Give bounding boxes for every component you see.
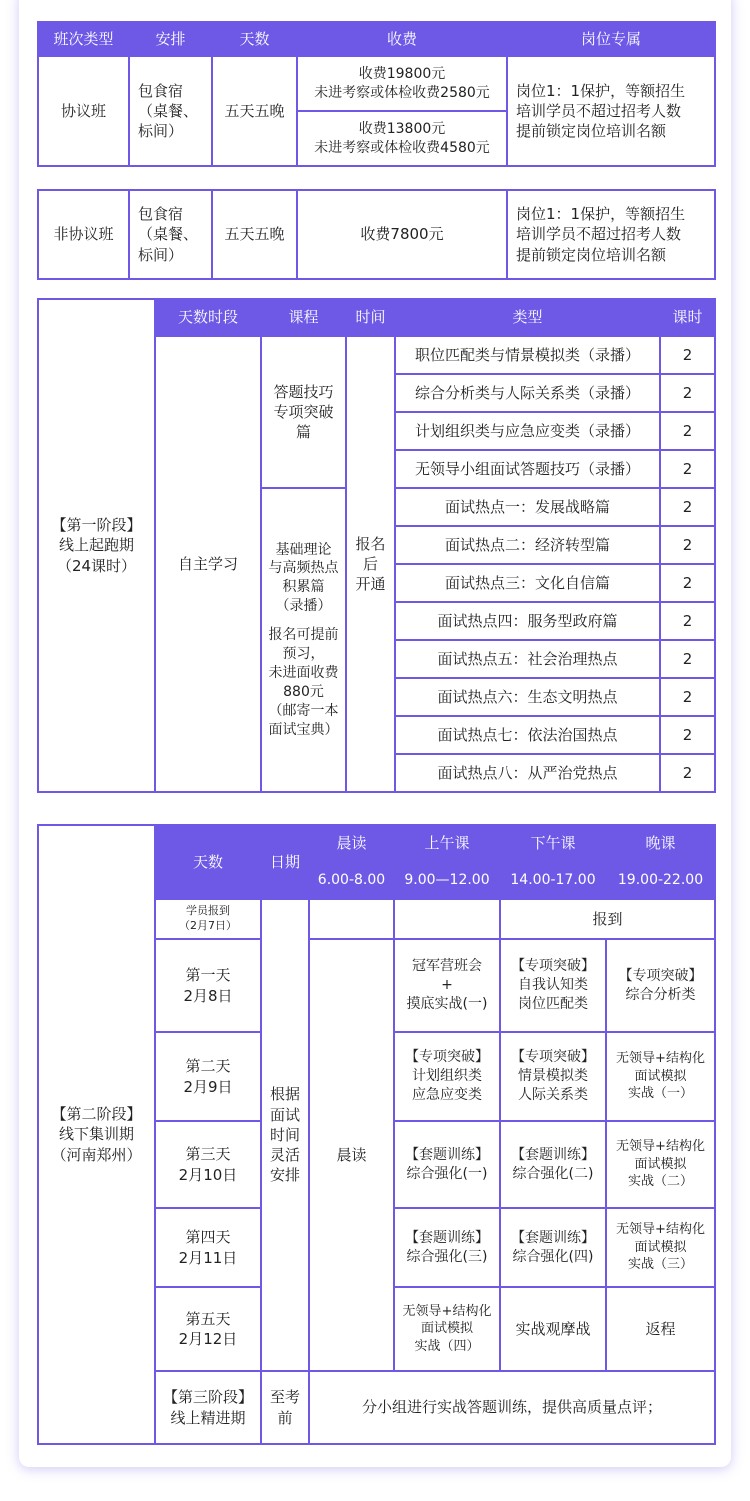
arrangement-line: （桌餐、	[138, 225, 199, 244]
course-note-line: 未进面收费	[268, 664, 339, 681]
morning-class-cell	[394, 1287, 500, 1371]
course-hours-row: 2	[660, 716, 715, 754]
time-line: 报名	[355, 534, 386, 553]
date-note-line: 灵活	[269, 1146, 300, 1165]
class-line: 面试模拟	[420, 1321, 473, 1337]
evening-class-cell	[606, 1121, 715, 1208]
day-line: 第四天	[185, 1228, 231, 1247]
class-line: 【专项突破】	[405, 1049, 489, 1066]
time-afternoon-class: 14.00-17.00	[500, 862, 606, 899]
morning-class-cell	[394, 1208, 500, 1287]
course-line: 答题技巧	[273, 382, 334, 401]
class-type-non-agreement: 非协议班	[38, 190, 129, 279]
course-hours-row: 2	[660, 564, 715, 602]
stage-three-label	[155, 1371, 261, 1444]
course-type-row: 职位匹配类与情景模拟类（录播）	[395, 336, 660, 374]
morning-class-cell	[394, 1121, 500, 1208]
course-type-row: 综合分析类与人际关系类（录播）	[395, 374, 660, 412]
stage-line: 【第一阶段】	[51, 516, 142, 535]
day-line: 第五天	[185, 1309, 231, 1328]
fee-line: 未进考察或体检收费2580元	[314, 84, 490, 101]
class-line: 面试模拟	[634, 1068, 687, 1084]
header-date: 日期	[261, 825, 309, 899]
course-hours-row: 2	[660, 336, 715, 374]
non-agreement-class-table	[37, 189, 716, 280]
course-type-row: 面试热点八：从严治党热点	[395, 754, 660, 792]
registration-cell: 报到	[500, 899, 715, 939]
course-hours-row: 2	[660, 526, 715, 564]
arrangement-cell	[129, 56, 212, 166]
class-line: 综合强化(三)	[406, 1248, 488, 1265]
exclusive-line: 提前锁定岗位培训名额	[516, 122, 667, 141]
fee-option-b	[297, 111, 507, 166]
course-hours-row: 2	[660, 450, 715, 488]
class-line: 综合强化(四)	[512, 1248, 594, 1265]
fee-line: 收费13800元	[358, 120, 446, 137]
time-evening-class: 19.00-22.00	[606, 862, 715, 899]
agreement-class-table	[37, 21, 716, 167]
course-hours-row: 2	[660, 754, 715, 792]
course-line: 基础理论	[275, 541, 332, 558]
header-morning-class: 上午课	[394, 825, 500, 862]
course-hours-row: 2	[660, 488, 715, 526]
afternoon-class-cell: 实战观摩战	[500, 1287, 606, 1371]
arrangement-line: 标间）	[138, 122, 184, 141]
course-hours-row: 2	[660, 602, 715, 640]
class-type-agreement: 协议班	[38, 56, 129, 166]
evening-class-cell	[606, 939, 715, 1032]
evening-class-cell: 返程	[606, 1287, 715, 1371]
course-line: 篇	[295, 423, 311, 442]
morning-class-cell	[394, 939, 500, 1032]
header-type: 类型	[395, 299, 660, 336]
course-line: （录播）	[275, 598, 332, 615]
course-type-row: 无领导小组面试答题技巧（录播）	[395, 450, 660, 488]
time-morning-read: 6.00-8.00	[309, 862, 394, 899]
arrangement-cell	[129, 190, 212, 279]
class-line: 实战（一）	[627, 1086, 693, 1102]
day-line: 2月10日	[178, 1165, 238, 1184]
day-cell	[155, 1287, 261, 1371]
day-line: 第二天	[185, 1057, 231, 1076]
class-line: 实战（二）	[627, 1174, 693, 1190]
course-note-line: 880元	[283, 683, 324, 700]
afternoon-class-cell	[500, 1032, 606, 1121]
course-type-row: 计划组织类与应急应变类（录播）	[395, 412, 660, 450]
header-class-type: 班次类型	[38, 22, 129, 56]
open-time-cell	[346, 336, 395, 792]
fee-line: 未进考察或体检收费4580元	[314, 139, 490, 156]
day-line: 2月11日	[178, 1248, 238, 1267]
day-line: 2月9日	[183, 1077, 233, 1096]
registration-day-cell	[155, 899, 261, 939]
stage-one-label	[38, 299, 155, 792]
afternoon-class-cell	[500, 1208, 606, 1287]
stage-line: 【第三阶段】	[162, 1388, 253, 1407]
days-cell: 五天五晚	[212, 190, 297, 279]
class-line: 无领导+结构化	[616, 1222, 705, 1238]
date-note-cell	[261, 899, 309, 1371]
empty-cell	[394, 899, 500, 939]
class-line: 面试模拟	[634, 1156, 687, 1172]
class-line: 摸底实战(一)	[406, 995, 488, 1012]
class-line: 【专项突破】	[511, 1049, 595, 1066]
afternoon-class-cell	[500, 939, 606, 1032]
class-line: 人际关系类	[518, 1086, 588, 1103]
class-line: 实战（四）	[414, 1338, 480, 1354]
evening-class-cell	[606, 1032, 715, 1121]
days-cell: 五天五晚	[212, 56, 297, 166]
time-line: 开通	[355, 575, 386, 594]
course-type-row: 面试热点六：生态文明热点	[395, 678, 660, 716]
day-cell	[155, 1032, 261, 1121]
course-type-row: 面试热点二：经济转型篇	[395, 526, 660, 564]
fee-cell: 收费7800元	[297, 190, 507, 279]
fee-line: 收费19800元	[358, 65, 446, 82]
stage-line: 线上精进期	[170, 1408, 246, 1427]
course-note-line: 报名可提前	[268, 627, 339, 644]
class-line: 计划组织类	[412, 1068, 482, 1085]
class-line: 冠军营班会	[412, 958, 482, 975]
arrangement-line: （桌餐、	[138, 101, 199, 120]
stage-line: 线上起跑期	[58, 536, 134, 555]
self-study-cell: 自主学习	[155, 336, 261, 792]
date-note-line: 安排	[269, 1166, 300, 1185]
morning-class-cell	[394, 1032, 500, 1121]
day-cell	[155, 1121, 261, 1208]
header-period: 天数时段	[155, 299, 261, 336]
stage-two-label	[38, 825, 155, 1444]
exclusive-line: 培训学员不超过招考人数	[516, 101, 682, 120]
empty-cell	[309, 899, 394, 939]
day-line: 2月8日	[183, 986, 233, 1005]
afternoon-class-cell	[500, 1121, 606, 1208]
stage-two-three-table	[37, 824, 716, 1445]
course-type-row: 面试热点五：社会治理热点	[395, 640, 660, 678]
day-line: 第一天	[185, 966, 231, 985]
header-fee: 收费	[297, 22, 507, 56]
course-hours-row: 2	[660, 640, 715, 678]
exclusive-line: 岗位1：1保护，等额招生	[516, 81, 686, 100]
class-line: 综合强化(一)	[406, 1165, 488, 1182]
exclusive-line: 岗位1：1保护，等额招生	[516, 205, 686, 224]
course-note-line: 预习，	[282, 646, 325, 662]
header-afternoon-class: 下午课	[500, 825, 606, 862]
class-line: 【套题训练】	[405, 1229, 489, 1246]
course-type-row: 面试热点七：依法治国热点	[395, 716, 660, 754]
registration-line: （2月7日）	[179, 919, 237, 932]
class-line: 【套题训练】	[511, 1229, 595, 1246]
evening-class-cell	[606, 1208, 715, 1287]
header-morning-read: 晨读	[309, 825, 394, 862]
stage-three-content: 分小组进行实战答题训练，提供高质量点评；	[309, 1371, 715, 1444]
registration-line: 学员报到	[186, 904, 230, 918]
day-line: 2月12日	[178, 1330, 238, 1348]
course-note-line: 面试宝典）	[268, 721, 339, 738]
morning-read-cell: 晨读	[309, 939, 394, 1371]
day-line: 第三天	[185, 1145, 231, 1164]
class-line: 无领导+结构化	[402, 1303, 492, 1319]
day-cell	[155, 939, 261, 1032]
stage-line: （河南郑州）	[51, 1145, 142, 1164]
exclusive-line: 培训学员不超过招考人数	[516, 225, 682, 244]
header-days: 天数	[155, 825, 261, 899]
stage-line: （24课时）	[56, 556, 137, 575]
day-cell	[155, 1208, 261, 1287]
course-hours-row: 2	[660, 374, 715, 412]
course-hours-row: 2	[660, 412, 715, 450]
class-line: 自我认知类	[518, 977, 588, 994]
course-hours-row: 2	[660, 678, 715, 716]
header-time: 时间	[346, 299, 395, 336]
class-line: 【套题训练】	[511, 1146, 595, 1163]
header-exclusive: 岗位专属	[507, 22, 715, 56]
date-note-line: 根据	[269, 1085, 300, 1104]
class-line: 无领导+结构化	[616, 1139, 705, 1155]
date-note-line: 面试	[269, 1105, 300, 1124]
exclusive-cell	[507, 190, 715, 279]
stage-line: 线下集训期	[58, 1125, 134, 1144]
class-line: 【专项突破】	[618, 967, 703, 984]
class-line: 【专项突破】	[511, 958, 595, 975]
fee-option-a	[297, 56, 507, 111]
stage-line: 【第二阶段】	[51, 1105, 142, 1124]
header-days: 天数	[212, 22, 297, 56]
stage-three-period: 至考前	[261, 1371, 309, 1444]
arrangement-line: 包食宿	[138, 81, 184, 100]
arrangement-line: 标间）	[138, 245, 184, 264]
header-arrangement: 安排	[129, 22, 212, 56]
time-line: 后	[362, 554, 378, 573]
course-type-row: 面试热点三：文化自信篇	[395, 564, 660, 602]
course-theory-cell	[261, 488, 346, 792]
course-line: 积累篇	[282, 579, 325, 596]
time-morning-class: 9.00—12.00	[394, 862, 500, 899]
stage-one-table	[37, 298, 716, 793]
course-note-line: （邮寄一本	[268, 702, 339, 719]
date-note-line: 时间	[269, 1125, 300, 1144]
header-hours: 课时	[660, 299, 715, 336]
class-line: 情景模拟类	[518, 1068, 588, 1085]
class-line: 综合强化(二)	[512, 1165, 594, 1182]
class-line: 【套题训练】	[405, 1146, 489, 1163]
class-line: 岗位匹配类	[518, 995, 588, 1012]
header-evening-class: 晚课	[606, 825, 715, 862]
class-line: 综合分析类	[625, 986, 696, 1003]
class-line: 无领导+结构化	[616, 1051, 705, 1067]
course-skills-cell	[261, 336, 346, 488]
exclusive-cell	[507, 56, 715, 166]
course-type-row: 面试热点四：服务型政府篇	[395, 602, 660, 640]
arrangement-line: 包食宿	[138, 205, 184, 224]
header-course: 课程	[261, 299, 346, 336]
course-type-row: 面试热点一：发展战略篇	[395, 488, 660, 526]
course-line: 与高频热点	[268, 560, 339, 577]
exclusive-line: 提前锁定岗位培训名额	[516, 245, 667, 264]
course-line: 专项突破	[273, 402, 334, 421]
class-line: 实战（三）	[627, 1257, 693, 1273]
class-line: +	[441, 977, 453, 994]
class-line: 面试模拟	[634, 1239, 687, 1255]
class-line: 应急应变类	[412, 1086, 482, 1103]
